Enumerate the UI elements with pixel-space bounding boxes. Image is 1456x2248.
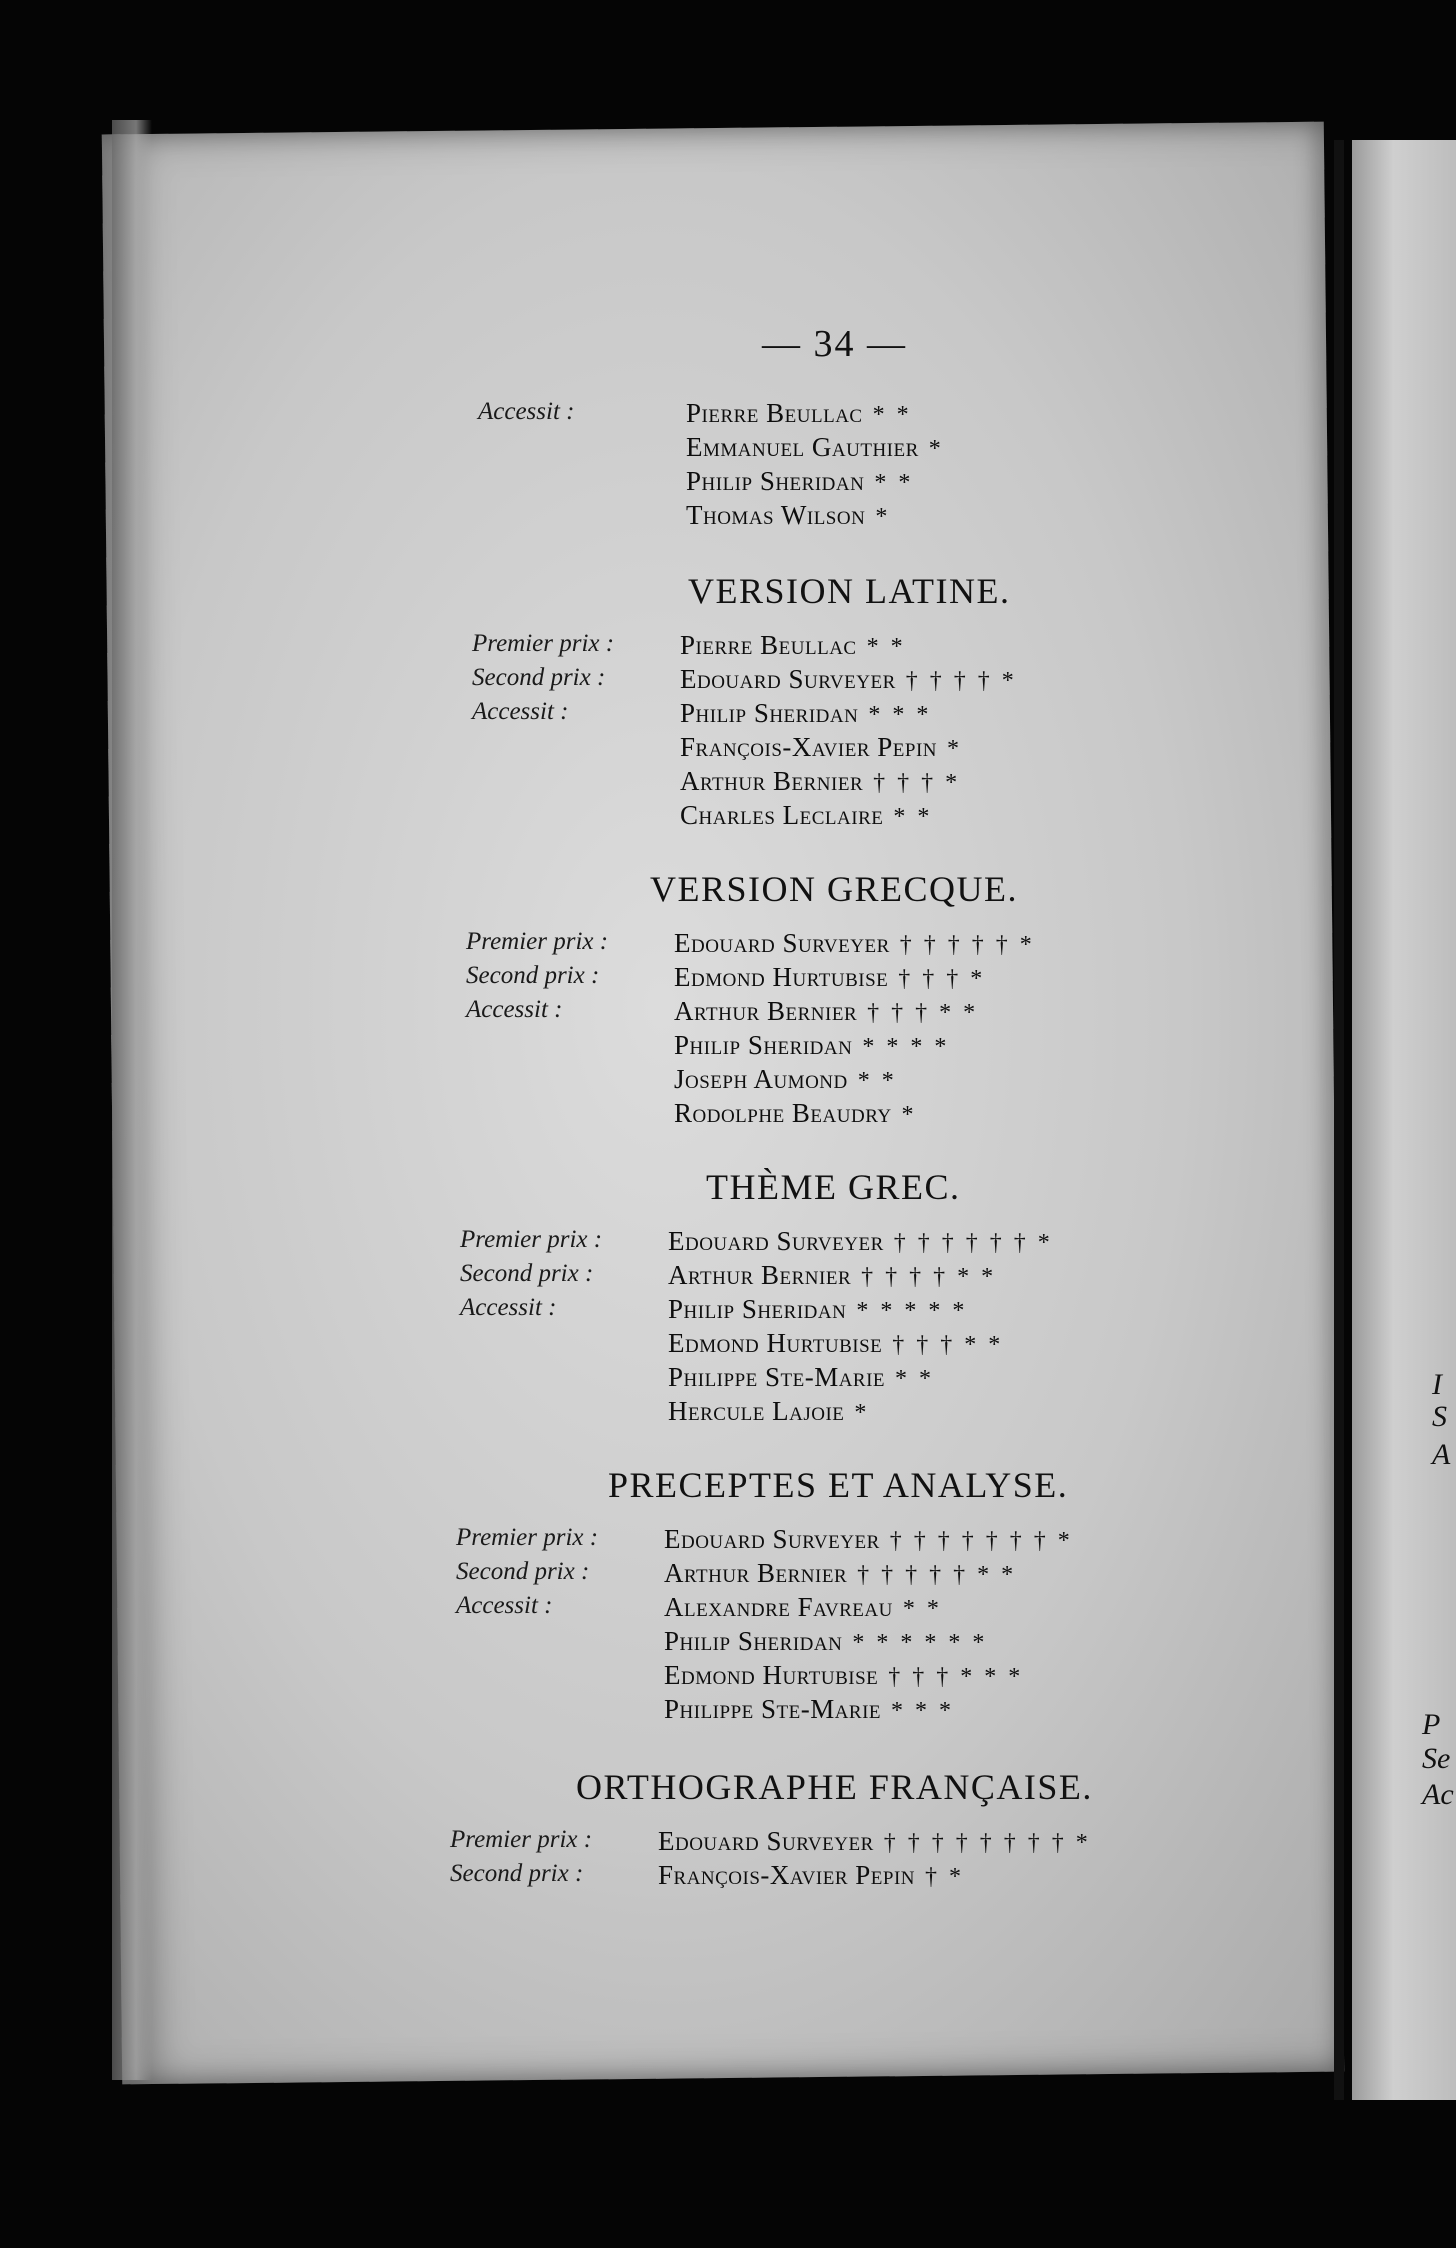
student-name: Pierre Beullac * * (680, 630, 906, 660)
student-name: Thomas Wilson * (686, 500, 891, 530)
next-page-fragment: Ac (1422, 1778, 1454, 1811)
student-name: François-Xavier Pepin † * (658, 1860, 964, 1890)
distinction-marks: † † † † † * * (857, 1562, 1017, 1588)
distinction-marks: * * (902, 1596, 942, 1622)
distinction-marks: * * (874, 470, 914, 496)
distinction-marks: * (875, 504, 891, 530)
student-name: Philip Sheridan * * * * (674, 1030, 950, 1060)
student-name: Hercule Lajoie * (668, 1396, 870, 1426)
list-item (460, 1226, 1160, 1260)
page-number: — 34 — (762, 323, 907, 365)
student-name: Philip Sheridan * * * * * (668, 1294, 968, 1324)
student-name: Philip Sheridan * * * * * * (664, 1626, 988, 1656)
section-version-latine (472, 630, 1172, 834)
list-item (460, 1260, 1160, 1294)
distinction-marks: † † † † † * (899, 932, 1035, 958)
list-item (466, 996, 1166, 1030)
student-name: Edouard Surveyer † † † † † † † † * (658, 1826, 1091, 1856)
student-name: Philippe Ste-Marie * * (668, 1362, 935, 1392)
student-name: Edouard Surveyer † † † † * (680, 664, 1017, 694)
list-item (466, 1030, 1166, 1064)
distinction-marks: † † † * * * (888, 1664, 1024, 1690)
section-heading: THÈME GREC. (706, 1167, 961, 1207)
student-name: Edouard Surveyer † † † † † * (674, 928, 1035, 958)
student-name: Philippe Ste-Marie * * * (664, 1694, 955, 1724)
next-page-fragment: P (1422, 1708, 1441, 1741)
list-item (472, 732, 1172, 766)
section-heading: PRECEPTES ET ANALYSE. (608, 1465, 1069, 1505)
student-name: François-Xavier Pepin * (680, 732, 962, 762)
distinction-marks: † † † † † † † * (889, 1528, 1073, 1554)
section-theme-grec (460, 1226, 1160, 1430)
student-name: Rodolphe Beaudry * (674, 1098, 917, 1128)
list-item (450, 1860, 1150, 1894)
distinction-marks: † † † * (873, 770, 961, 796)
list-item (456, 1660, 1156, 1694)
section-version-grecque (466, 928, 1166, 1132)
distinction-marks: * * * * * * (852, 1630, 988, 1656)
student-name: Edmond Hurtubise † † † * (674, 962, 986, 992)
student-name: Pierre Beullac * * (686, 398, 912, 428)
list-item (460, 1362, 1160, 1396)
distinction-marks: * (947, 736, 962, 762)
student-name: Edmond Hurtubise † † † * * (668, 1328, 1004, 1358)
distinction-marks: † † † † * (905, 668, 1017, 694)
next-page-fragment: Se (1422, 1742, 1451, 1775)
list-item (466, 1098, 1166, 1132)
prize-label: Accessit : (478, 398, 575, 425)
list-item (460, 1396, 1160, 1430)
distinction-marks: † * (925, 1864, 964, 1890)
distinction-marks: † † † † * * (861, 1264, 997, 1290)
distinction-marks: * * * (891, 1698, 955, 1724)
prize-label: Accessit : (460, 1294, 557, 1321)
list-item (478, 466, 1178, 500)
list-item (472, 800, 1172, 834)
list-item (472, 664, 1172, 698)
distinction-marks: † † † * * (892, 1332, 1004, 1358)
prize-label: Premier prix : (450, 1826, 593, 1853)
prize-label: Second prix : (466, 962, 600, 989)
list-item (460, 1294, 1160, 1328)
distinction-marks: * (854, 1400, 870, 1426)
student-name: Alexandre Favreau * * (664, 1592, 942, 1622)
list-item (466, 962, 1166, 996)
distinction-marks: † † † † † † * (893, 1230, 1053, 1256)
prize-label: Premier prix : (472, 630, 615, 657)
student-name: Emmanuel Gauthier * (686, 432, 944, 462)
prize-label: Accessit : (466, 996, 563, 1023)
list-item (466, 928, 1166, 962)
distinction-marks: * * * * * (856, 1298, 968, 1324)
prize-label: Second prix : (450, 1860, 584, 1887)
list-item (472, 766, 1172, 800)
distinction-marks: * (901, 1102, 917, 1128)
distinction-marks: † † † † † † † † * (883, 1830, 1091, 1856)
list-item (472, 630, 1172, 664)
distinction-marks: * * (895, 1366, 935, 1392)
section-continuation (478, 398, 1178, 534)
student-name: Arthur Bernier † † † † * * (668, 1260, 997, 1290)
student-name: Arthur Bernier † † † † † * * (664, 1558, 1017, 1588)
student-name: Joseph Aumond * * (674, 1064, 897, 1094)
distinction-marks: * * (893, 804, 933, 830)
prize-label: Premier prix : (466, 928, 609, 955)
prize-label: Second prix : (456, 1558, 590, 1585)
list-item (456, 1694, 1156, 1728)
prize-label: Accessit : (456, 1592, 553, 1619)
distinction-marks: † † † * * (867, 1000, 979, 1026)
list-item (456, 1558, 1156, 1592)
prize-label: Second prix : (472, 664, 606, 691)
section-orthographe-francaise (450, 1826, 1150, 1894)
list-item (478, 398, 1178, 432)
distinction-marks: * (928, 436, 944, 462)
list-item (466, 1064, 1166, 1098)
next-page-fragment: I (1432, 1368, 1442, 1401)
section-heading: VERSION LATINE. (688, 571, 1011, 611)
prize-label: Premier prix : (456, 1524, 599, 1551)
student-name: Philip Sheridan * * (686, 466, 914, 496)
next-page-fragment: S (1432, 1400, 1447, 1433)
section-heading: VERSION GRECQUE. (650, 869, 1019, 909)
student-name: Edouard Surveyer † † † † † † † * (664, 1524, 1073, 1554)
list-item (472, 698, 1172, 732)
page-edge-shadow (112, 120, 152, 2080)
student-name: Philip Sheridan * * * (680, 698, 932, 728)
student-name: Edmond Hurtubise † † † * * * (664, 1660, 1024, 1690)
prize-label: Premier prix : (460, 1226, 603, 1253)
list-item (450, 1826, 1150, 1860)
distinction-marks: * * (857, 1068, 897, 1094)
distinction-marks: * * (872, 402, 912, 428)
list-item (456, 1626, 1156, 1660)
section-preceptes-analyse (456, 1524, 1156, 1728)
next-page-fragment: A (1432, 1438, 1451, 1471)
book-gutter (1334, 140, 1344, 2100)
student-name: Charles Leclaire * * (680, 800, 933, 830)
list-item (478, 500, 1178, 534)
distinction-marks: † † † * (898, 966, 986, 992)
prize-label: Second prix : (460, 1260, 594, 1287)
distinction-marks: * * (866, 634, 906, 660)
list-item (456, 1592, 1156, 1626)
section-heading: ORTHOGRAPHE FRANÇAISE. (576, 1767, 1093, 1807)
student-name: Arthur Bernier † † † * (680, 766, 961, 796)
list-item (478, 432, 1178, 466)
prize-label: Accessit : (472, 698, 569, 725)
list-item (460, 1328, 1160, 1362)
list-item (456, 1524, 1156, 1558)
student-name: Edouard Surveyer † † † † † † * (668, 1226, 1053, 1256)
student-name: Arthur Bernier † † † * * (674, 996, 979, 1026)
distinction-marks: * * * * (862, 1034, 950, 1060)
distinction-marks: * * * (868, 702, 932, 728)
